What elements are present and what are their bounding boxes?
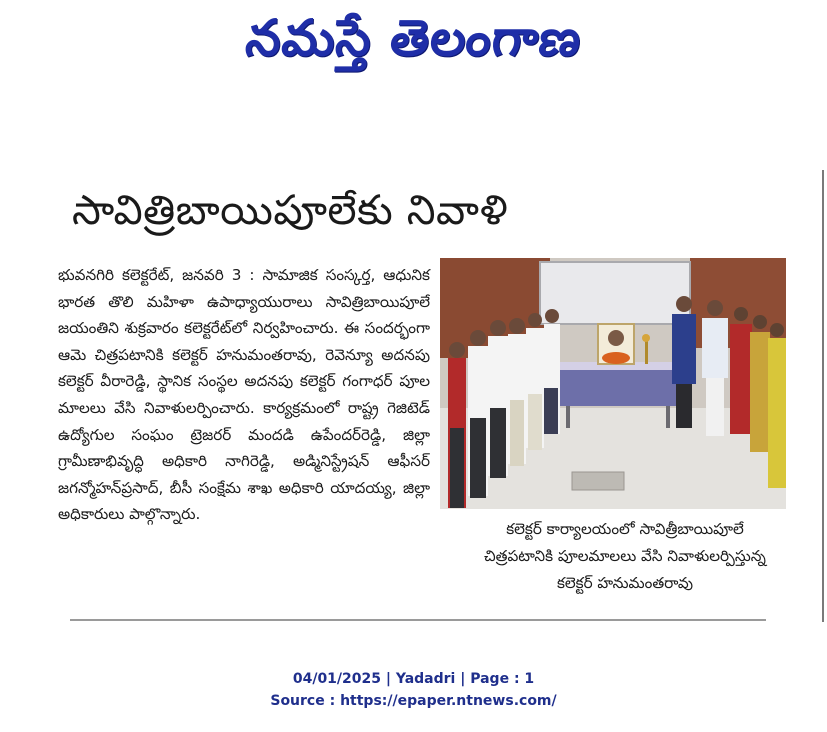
caption-line-1: కలెక్టర్ కార్యాలయంలో సావిత్రీబాయిపూలే <box>506 520 744 538</box>
caption-line-3: కలెక్టర్ హనుమంతరావు <box>556 574 694 592</box>
masthead-logo-text: నమస్తే తెలంగాణ <box>242 9 585 67</box>
caption-line-2: చిత్రపటానికి పూలమాలలు వేసి నివాళులర్పిస్తున్న <box>484 547 766 565</box>
page-footer <box>0 668 827 712</box>
source-link[interactable]: Source : https://epaper.ntnews.com/ <box>270 693 557 709</box>
article-body: భువనగిరి కలెక్టరేట్, జనవరి 3 : సామాజిక సంస్కర్త, ఆధునిక భారత తొలి మహిళా ఉపాధ్యాయురాలు సావిత్రిబాయిపూలే జయంతిని శుక్రవారం కలెక్టరేట్‌లో నిర్వహించారు. ఈ సందర్భంగా ఆమె చిత్రపటానికి కలెక్టర్ హనుమంతరావు, రెవెన్యూ అదనపు కలెక్టర్ వీరారెడ్డి, స్థానిక సంస్థల అదనపు కలెక్టర్ గంగాధర్ పూల మాలలు వేసి నివాళులర్పించారు. కార్యక్రమంలో రాష్ట్ర గెజిటెడ్ ఉద్యోగుల సంఘం ట్రెజరర్ మందడి ఉపేందర్‌రెడ్డి, జిల్లా గ్రామీణాభివృద్ధి అధికారి నాగిరెడ్డి, అడ్మినిస్ట్రేషన్ ఆఫీసర్ జగన్మోహన్‌ప్రసాద్, బీసీ సంక్షేమ శాఖ అధికారి యాదయ్య, జిల్లా అధికారులు పాల్గొన్నారు. <box>58 266 430 524</box>
newspaper-masthead <box>0 2 827 74</box>
news-photo-illustration <box>440 258 786 509</box>
article-headline: సావిత్రిబాయిపూలేకు నివాళి <box>72 186 509 234</box>
edition-info: 04/01/2025 | Yadadri | Page : 1 <box>292 671 535 687</box>
photo-caption <box>440 516 810 597</box>
news-photo <box>440 258 786 509</box>
article-bottom-divider <box>70 619 766 621</box>
column-divider-right <box>822 170 824 622</box>
